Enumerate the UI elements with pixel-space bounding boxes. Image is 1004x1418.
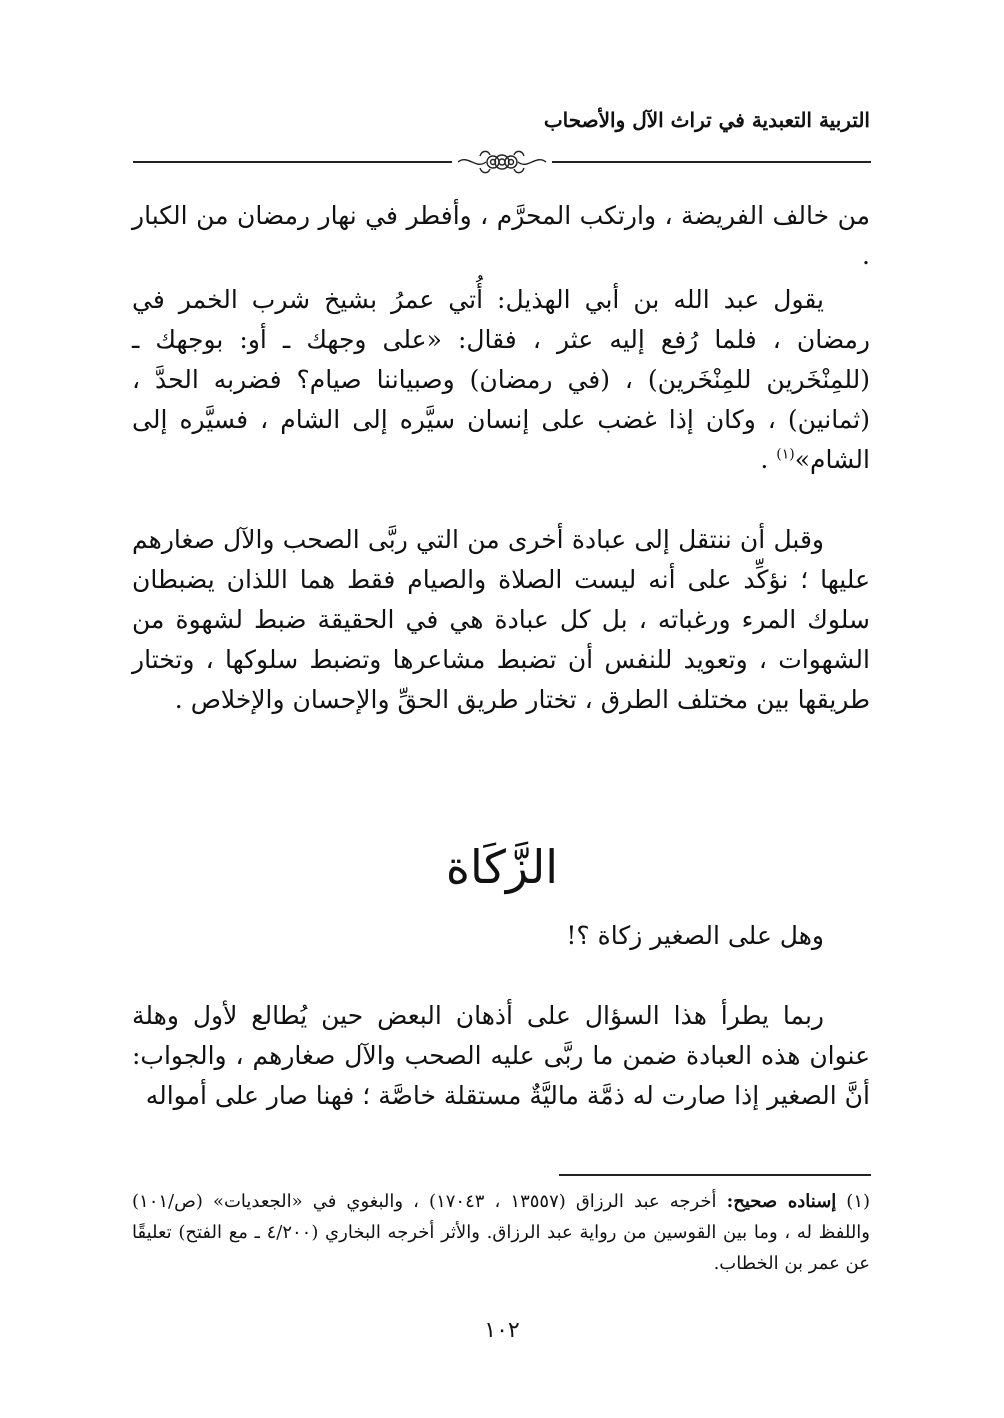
paragraph-5: ربما يطرأ هذا السؤال على أذهان البعض حين يُطالع لأول وهلة عنوان هذه العبادة ضمن ما ربَّى عليه الصحب والآل صغارهم ، والجواب: أنَّ الصغير إذا صارت له ذمَّة ماليَّةٌ مستقلة خاصَّة ؛ فهنا صار على أمواله xyxy=(132,1001,870,1110)
paragraph-2 xyxy=(132,280,870,480)
footnote-rule xyxy=(559,1174,871,1176)
paragraph-2-end: . xyxy=(760,445,777,474)
footnote-strong: إسناده صحيح: xyxy=(726,1191,837,1212)
paragraph-1: من خالف الفريضة ، وارتكب المحرَّم ، وأفطر في نهار رمضان من الكبار . xyxy=(132,201,870,270)
paragraph-question: وهل على الصغير زكاة ؟! xyxy=(566,921,824,950)
section-title-zakat: الزَّكَاة xyxy=(445,840,559,894)
footnote xyxy=(132,1186,870,1279)
ornament-icon xyxy=(452,146,552,178)
paragraph-2-text: يقول عبد الله بن أبي الهذيل: أُتي عمرُ بشيخ شرب الخمر في رمضان ، فلما رُفع إليه عثر ، فقال: «على وجهك ـ أو: بوجهك ـ (للمِنْخَرين للمِنْخَرين) ، (في رمضان) وصبياننا صيام؟ فضربه الحدَّ ، (ثمانين) ، وكان إذا غضب على إنسان سيَّره إلى الشام ، فسيَّره إلى الشام» xyxy=(132,285,870,474)
footnote-number: (١) xyxy=(846,1191,871,1212)
footnote-text: أخرجه عبد الرزاق (١٣٥٥٧ ، ١٧٠٤٣) ، والبغوي في «الجعديات» (ص/١٠١) واللفظ له ، وما بين القوسين من رواية عبد الرزاق. والأثر أخرجه البخاري (٤/٢٠٠ ـ مع الفتح) تعليقًا عن عمر بن الخطاب. xyxy=(132,1191,870,1274)
running-header: التربية التعبدية في تراث الآل والأصحاب xyxy=(543,108,870,132)
page-number: ١٠٢ xyxy=(484,1318,520,1343)
footnote-reference[interactable]: (١) xyxy=(776,446,795,463)
paragraph-3: وقبل أن ننتقل إلى عبادة أخرى من التي ربَّى الصحب والآل صغارهم عليها ؛ نؤكِّد على أنه ليست الصلاة والصيام فقط هما اللذان يضبطان سلوك المرء ورغباته ، بل كل عبادة هي في الحقيقة ضبط لشهوة من الشهوات ، وتعويد للنفس أن تضبط مشاعرها وتضبط سلوكها ، وتختار طريقها بين مختلف الطرق ، تختار طريق الحقِّ والإحسان والإخلاص . xyxy=(132,525,870,714)
